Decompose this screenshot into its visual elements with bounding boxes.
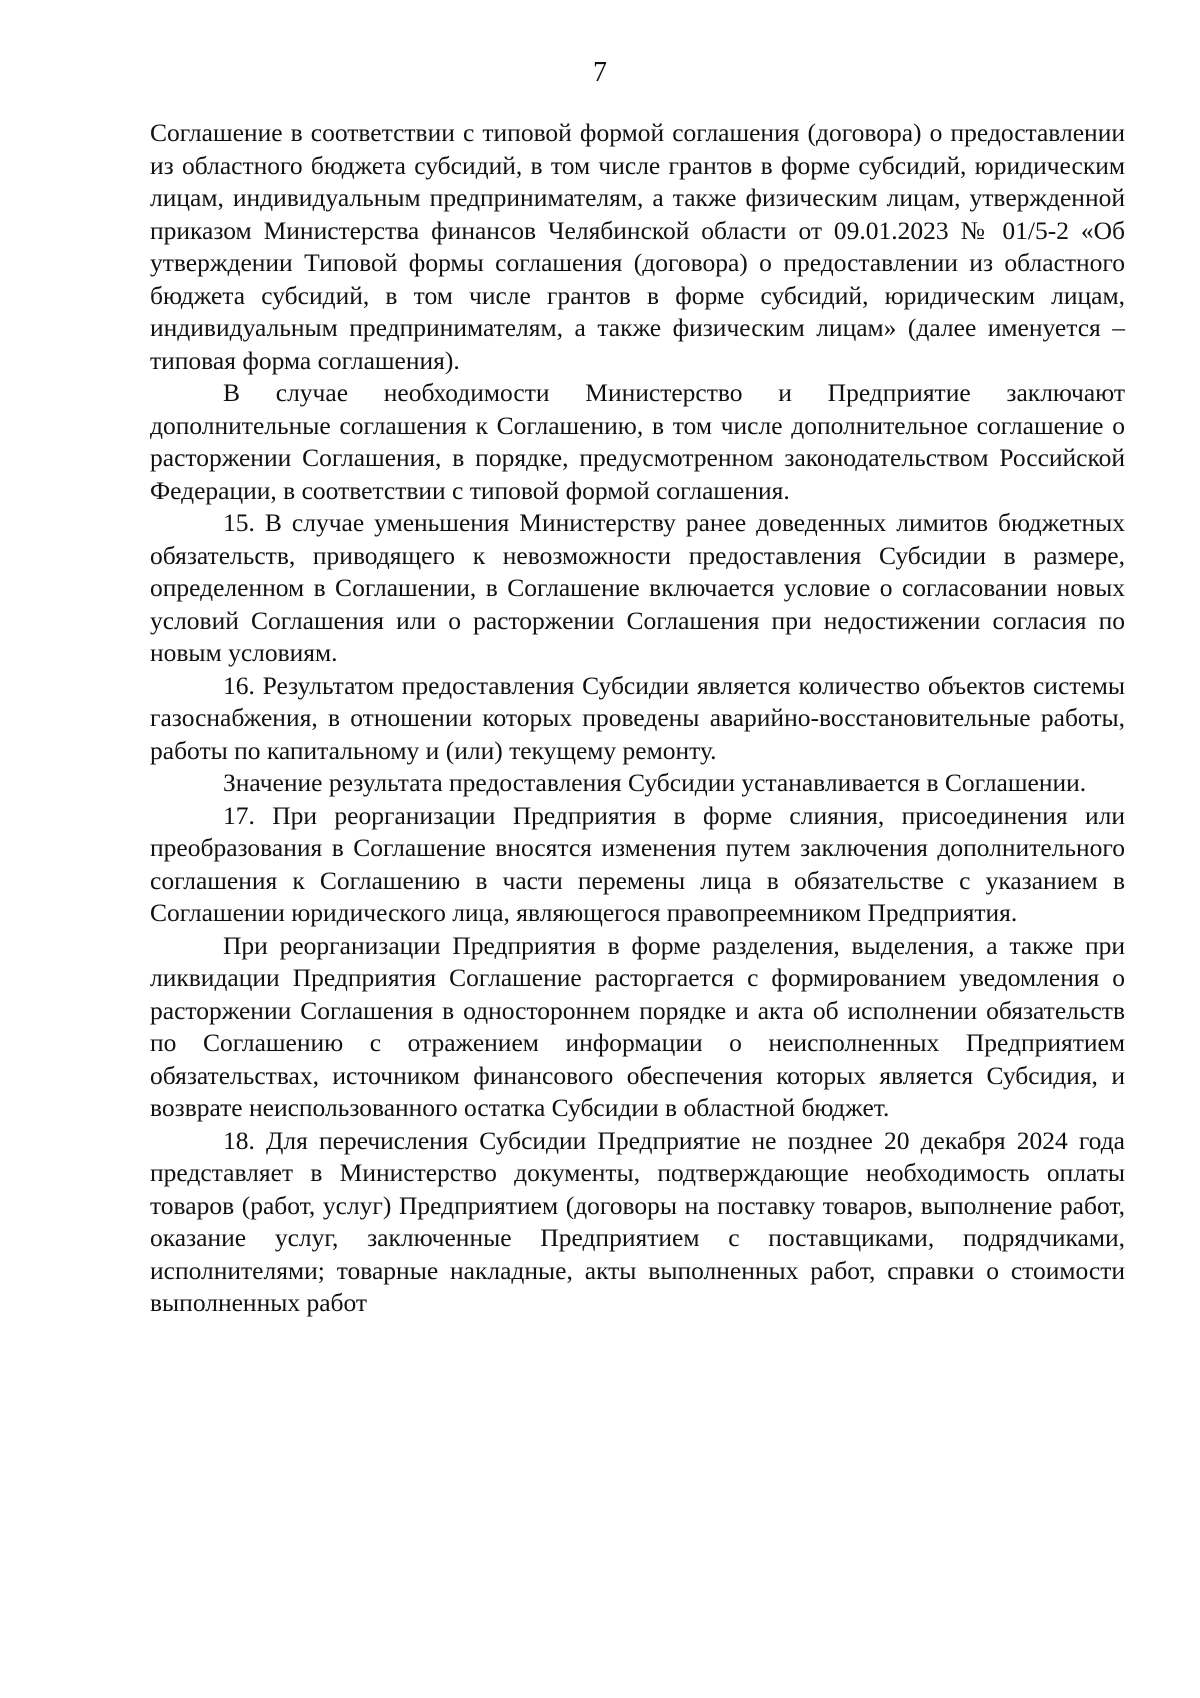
paragraph-clause-17: 17. При реорганизации Предприятия в форме слияния, присоединения или преобразования в Соглашение вносятся изменения путем заключения дополнительного соглашения к Соглашению в части перемены лица в обязательстве с указанием в Соглашении юридического лица, являющегося правопреемником Предприятия. (150, 800, 1125, 927)
paragraph-result-value: Значение результата предоставления Субсидии устанавливается в Соглашении. (223, 768, 1087, 797)
paragraph-clause-18: 18. Для перечисления Субсидии Предприятие не позднее 20 декабря 2024 года представляет в Министерство документы, подтверждающие необходимость оплаты товаров (работ, услуг) Предприятием (договоры на поставку товаров, выполнение работ, оказание услуг, заключенные Предприятием с поставщиками, подрядчиками, исполнителями; товарные накладные, акты выполненных работ, справки о стоимости выполненных работ (150, 1125, 1125, 1317)
page-number: 7 (593, 57, 607, 88)
paragraph-clause-16: 16. Результатом предоставления Субсидии является количество объектов системы газоснабжения, в отношении которых проведены аварийно-восстановительные работы, работы по капитальному и (или) текущему ремонту. (150, 670, 1125, 765)
paragraph-additional-agreements: В случае необходимости Министерство и Предприятие заключают дополнительные соглашения к Соглашению, в том числе дополнительное соглашение о расторжении Соглашения, в порядке, предусмотренном законодательством Российской Федерации, в соответствии с типовой формой соглашения. (150, 378, 1125, 505)
paragraph-clause-15: 15. В случае уменьшения Министерству ранее доведенных лимитов бюджетных обязательств, приводящего к невозможности предоставления Субсидии в размере, определенном в Соглашении, в Соглашение включается условие о согласовании новых условий Соглашения или о расторжении Соглашения при недостижении согласия по новым условиям. (150, 508, 1125, 667)
paragraph-reorganization-termination: При реорганизации Предприятия в форме разделения, выделения, а также при ликвидации Предприятия Соглашение расторгается с формированием уведомления о расторжении Соглашения в одностороннем порядке и акта об исполнении обязательств по Соглашению с отражением информации о неисполненных Предприятием обязательствах, источником финансового обеспечения которых является Субсидия, и возврате неиспользованного остатка Субсидии в областной бюджет. (150, 930, 1125, 1122)
document-body (150, 117, 1125, 1320)
paragraph-agreement-standard-form: Соглашение в соответствии с типовой формой соглашения (договора) о предоставлении из областного бюджета субсидий, в том числе грантов в форме субсидий, юридическим лицам, индивидуальным предпринимателям, а также физическим лицам, утвержденной приказом Министерства финансов Челябинской области от 09.01.2023 № 01/5-2 «Об утверждении Типовой формы соглашения (договора) о предоставлении из областного бюджета субсидий, в том числе грантов в форме субсидий, юридическим лицам, индивидуальным предпринимателям, а также физическим лицам» (далее именуется – типовая форма соглашения). (150, 118, 1125, 375)
